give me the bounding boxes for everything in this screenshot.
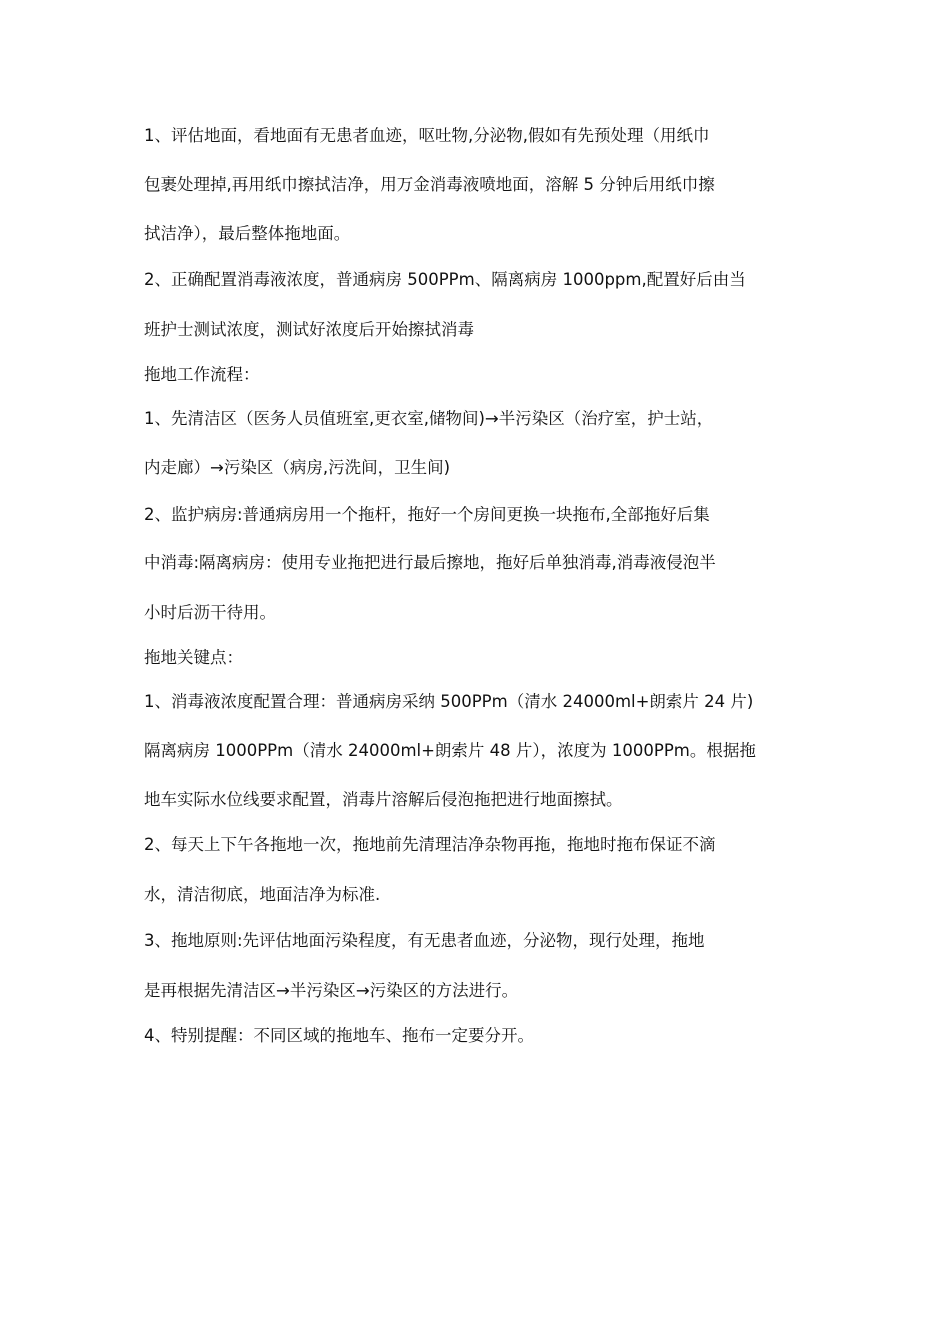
text-line: 拭洁净），最后整体拖地面。: [144, 224, 351, 243]
text-line: 1、先清洁区（医务人员值班室,更衣室,储物间)→半污染区（治疗室，护士站，: [144, 409, 714, 428]
text-line: 2、监护病房:普通病房用一个拖杆，拖好一个房间更换一块拖布,全部拖好后集: [144, 505, 710, 524]
text-line: 内走廊）→污染区（病房,污洗间，卫生间): [144, 458, 451, 477]
text-line: 隔离病房 1000PPm（清水 24000ml+朗索片 48 片），浓度为 1000PPm。根据拖: [144, 741, 756, 760]
text-line: 包裹处理掉,再用纸巾擦拭洁净，用万金消毒液喷地面，溶解 5 分钟后用纸巾擦: [144, 175, 715, 194]
text-line: 1、评估地面，看地面有无患者血迹，呕吐物,分泌物,假如有先预处理（用纸巾: [144, 126, 710, 145]
text-line: 班护士测试浓度，测试好浓度后开始擦拭消毒: [144, 320, 474, 339]
text-line: 1、消毒液浓度配置合理：普通病房采纳 500PPm（清水 24000ml+朗索片 24 片): [144, 692, 754, 711]
text-line: 是再根据先清洁区→半污染区→污染区的方法进行。: [144, 981, 519, 1000]
text-line: 2、正确配置消毒液浓度，普通病房 500PPm、隔离病房 1000ppm,配置好后由当: [144, 270, 746, 289]
section-heading: 拖地工作流程：: [144, 365, 260, 384]
text-line: 2、每天上下午各拖地一次，拖地前先清理洁净杂物再拖，拖地时拖布保证不滴: [144, 835, 716, 854]
text-line: 地车实际水位线要求配置，消毒片溶解后侵泡拖把进行地面擦拭。: [144, 790, 623, 809]
text-line: 小时后沥干待用。: [144, 603, 276, 622]
text-line: 中消毒:隔离病房：使用专业拖把进行最后擦地，拖好后单独消毒,消毒液侵泡半: [144, 553, 716, 572]
text-line: 4、特别提醒：不同区域的拖地车、拖布一定要分开。: [144, 1026, 534, 1045]
text-line: 3、拖地原则:先评估地面污染程度，有无患者血迹，分泌物，现行处理，拖地: [144, 931, 705, 950]
text-line: 水，清洁彻底，地面洁净为标准.: [144, 885, 381, 904]
section-heading: 拖地关键点：: [144, 648, 243, 667]
